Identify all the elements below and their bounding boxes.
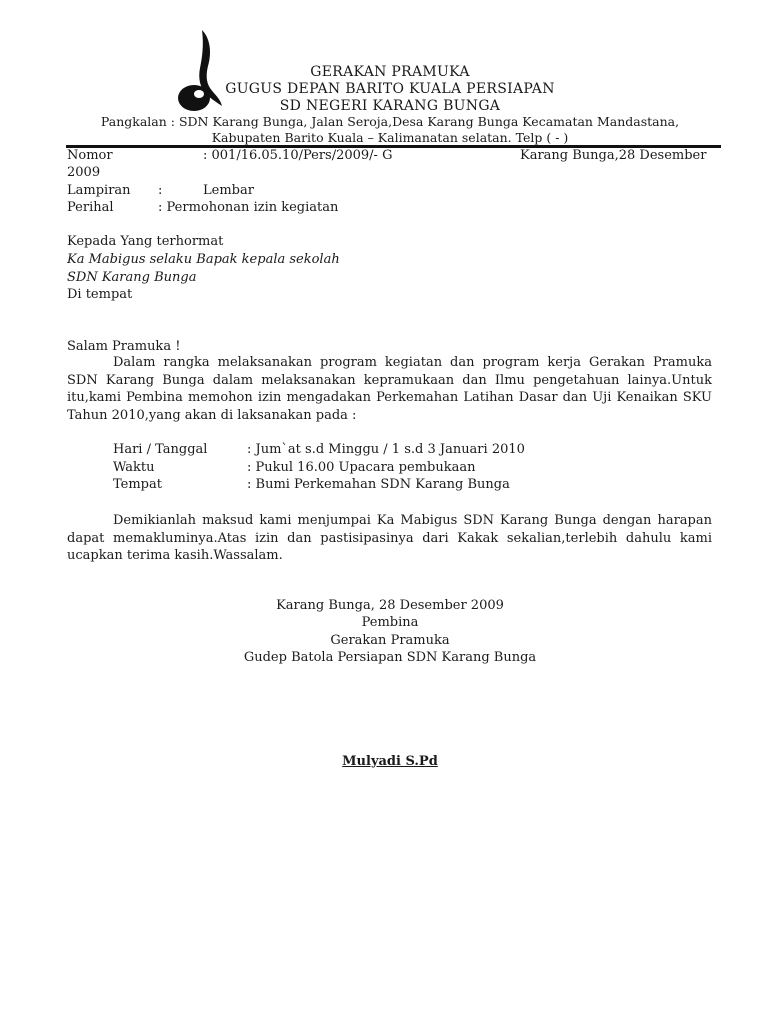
closing-org: Gerakan Pramuka xyxy=(330,633,450,648)
detail-label-time: Waktu xyxy=(113,460,155,475)
closing-place-date: Karang Bunga, 28 Desember 2009 xyxy=(276,598,504,613)
closing-unit: Gudep Batola Persiapan SDN Karang Bunga xyxy=(243,650,537,665)
lampiran-value: Lembar xyxy=(203,183,254,198)
detail-value-place: : Bumi Perkemahan SDN Karang Bunga xyxy=(247,477,510,492)
greeting: Salam Pramuka ! xyxy=(67,339,181,354)
letter-date-year: 2009 xyxy=(67,165,101,180)
header-school: SD NEGERI KARANG BUNGA xyxy=(279,98,501,114)
detail-label-date: Hari / Tanggal xyxy=(113,442,208,457)
closing-role: Pembina xyxy=(361,615,419,630)
body-paragraph-1 xyxy=(67,354,712,424)
recipient-line-3: SDN Karang Bunga xyxy=(67,270,197,285)
recipient-line-2: Ka Mabigus selaku Bapak kepala sekolah xyxy=(67,252,340,267)
nomor-value: : 001/16.05.10/Pers/2009/- G xyxy=(203,148,393,163)
nomor-label: Nomor xyxy=(67,148,113,163)
paragraph-1-text: Dalam rangka melaksanakan program kegiatan dan program kerja Gerakan Pramuka SDN Karang Bunga dalam melaksanakan kepramukaan dan Ilmu pengetahuan lainya.Untuk itu,kami Pembina memohon izin mengadakan Perkemahan Latihan Dasar dan Uji Kenaikan SKU Tahun 2010,yang akan di laksanakan pada : xyxy=(67,355,712,423)
detail-value-time: : Pukul 16.00 Upacara pembukaan xyxy=(247,460,476,475)
lampiran-label: Lampiran xyxy=(67,183,131,198)
signatory-name xyxy=(0,754,768,769)
lampiran-colon: : xyxy=(158,183,163,198)
paragraph-2-text: Demikianlah maksud kami menjumpai Ka Mabigus SDN Karang Bunga dengan harapan dapat memakluminya.Atas izin dan pastisipasinya dari Kakak sekalian,terlebih dahulu kami ucapkan terima kasih.Wassalam. xyxy=(67,513,712,563)
body-paragraph-2 xyxy=(67,512,712,565)
letter-date: Karang Bunga,28 Desember xyxy=(520,148,707,163)
signatory-name-text: Mulyadi S.Pd xyxy=(342,754,438,769)
header-address-1: Pangkalan : SDN Karang Bunga, Jalan Seroja,Desa Karang Bunga Kecamatan Mandastana, xyxy=(100,114,680,129)
perihal-label: Perihal xyxy=(67,200,114,215)
header-org: GERAKAN PRAMUKA xyxy=(310,64,470,80)
perihal-value: : Permohonan izin kegiatan xyxy=(158,200,339,215)
recipient-line-1: Kepada Yang terhormat xyxy=(67,234,224,249)
detail-label-place: Tempat xyxy=(113,477,162,492)
header-gudep: GUGUS DEPAN BARITO KUALA PERSIAPAN xyxy=(225,81,555,97)
recipient-line-4: Di tempat xyxy=(67,287,133,302)
detail-value-date: : Jum`at s.d Minggu / 1 s.d 3 Januari 2010 xyxy=(247,442,525,457)
header-address-2: Kabupaten Barito Kuala – Kalimanatan selatan. Telp ( - ) xyxy=(211,130,569,145)
